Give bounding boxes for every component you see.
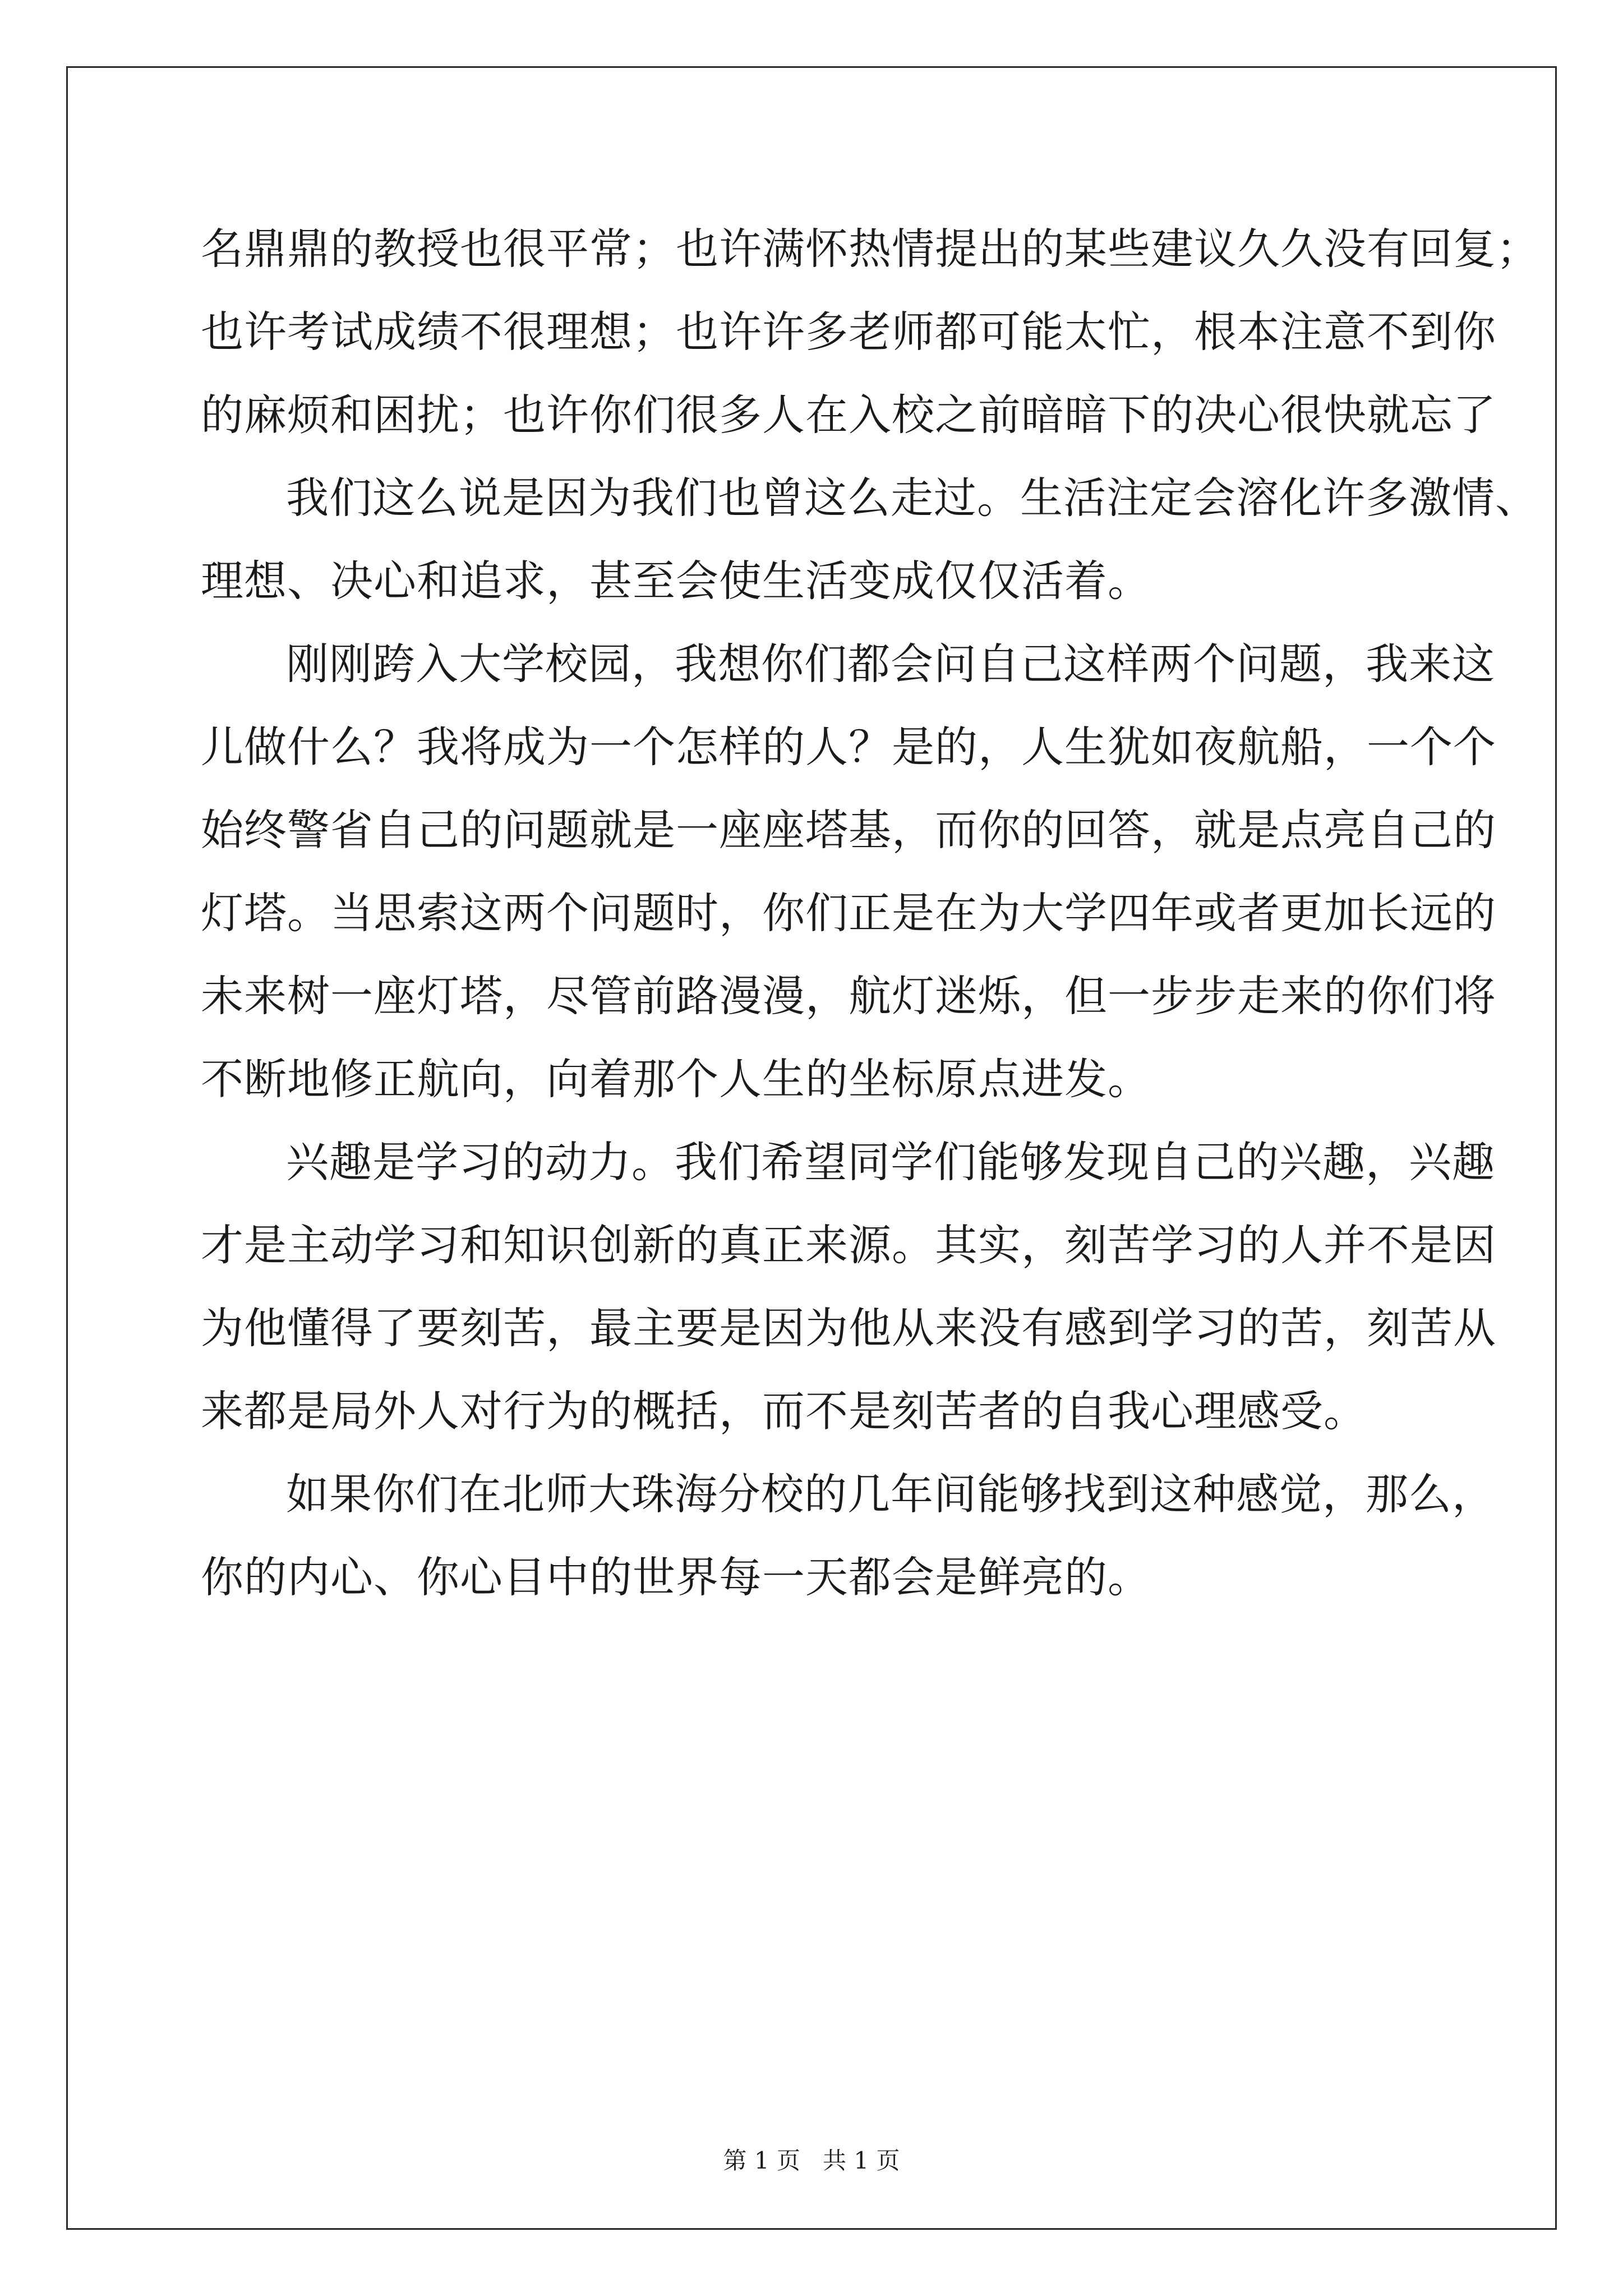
text-line: 儿做什么？我将成为一个怎样的人？是的，人生犹如夜航船，一个个 <box>201 722 1496 772</box>
text-line: 理想、决心和追求，甚至会使生活变成仅仅活着。 <box>201 556 1151 606</box>
text-line: 的麻烦和困扰；也许你们很多人在入校之前暗暗下的决心很快就忘了 <box>201 390 1496 440</box>
text-line: 才是主动学习和知识创新的真正来源。其实，刻苦学习的人并不是因 <box>201 1220 1496 1270</box>
text-line: 我们这么说是因为我们也曾这么走过。生活注定会溶化许多激情、 <box>286 473 1538 523</box>
text-line: 未来树一座灯塔，尽管前路漫漫，航灯迷烁，但一步步走来的你们将 <box>201 971 1496 1021</box>
text-line: 兴趣是学习的动力。我们希望同学们能够发现自己的兴趣，兴趣 <box>286 1137 1495 1187</box>
text-line: 如果你们在北师大珠海分校的几年间能够找到这种感觉，那么， <box>286 1469 1495 1519</box>
text-line: 你的内心、你心目中的世界每一天都会是鲜亮的。 <box>201 1552 1151 1602</box>
page-footer: 第 1 页 共 1 页 <box>723 2147 900 2174</box>
text-line: 灯塔。当思索这两个问题时，你们正是在为大学四年或者更加长远的 <box>201 888 1496 938</box>
text-line: 也许考试成绩不很理想；也许许多老师都可能太忙，根本注意不到你 <box>201 307 1496 357</box>
document-body <box>201 208 1539 1619</box>
text-line: 名鼎鼎的教授也很平常；也许满怀热情提出的某些建议久久没有回复； <box>201 224 1539 274</box>
text-line: 为他懂得了要刻苦，最主要是因为他从来没有感到学习的苦，刻苦从 <box>201 1303 1496 1353</box>
text-line: 始终警省自己的问题就是一座座塔基，而你的回答，就是点亮自己的 <box>201 805 1496 855</box>
text-line: 不断地修正航向，向着那个人生的坐标原点进发。 <box>201 1054 1151 1104</box>
text-line: 刚刚跨入大学校园，我想你们都会问自己这样两个问题，我来这 <box>286 639 1495 689</box>
text-line: 来都是局外人对行为的概括，而不是刻苦者的自我心理感受。 <box>201 1386 1367 1436</box>
